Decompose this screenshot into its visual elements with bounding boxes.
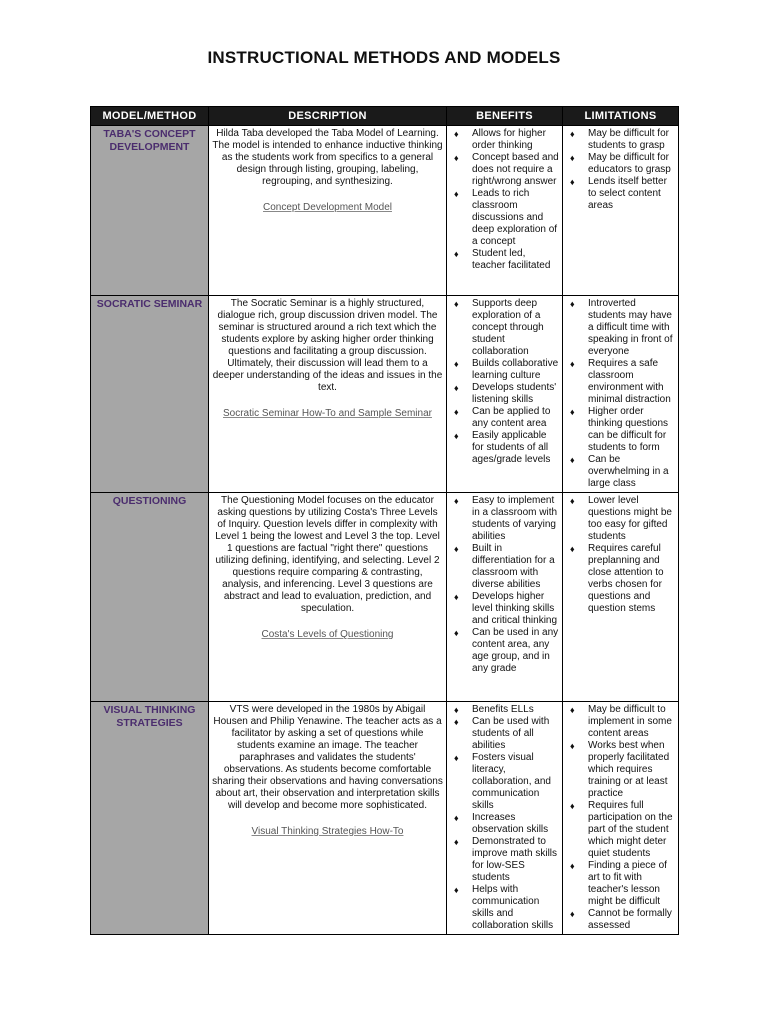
description-text: The Questioning Model focuses on the educator asking questions by utilizing Costa's Three Levels of Inquiry. Question levels differ in complexity with Level 1 being the lowest and Level 3 the top. Level 1 questions are factual "right there" questions utilizing defining, identifying, and selecting. Level 2 questions require comparing & contrasting, analysis, and inferencing. Level 3 questions are abstract and lead to evaluation, prediction, and speculation. bbox=[215, 495, 440, 614]
benefits-cell bbox=[447, 702, 563, 935]
benefits-list bbox=[450, 128, 559, 272]
limitation-item: ♦ Requires full participation on the part of the student which might deter quiet students bbox=[566, 800, 675, 860]
limitation-item: ♦ Finding a piece of art to fit with teacher's lesson might be difficult bbox=[566, 860, 675, 908]
model-name: VISUAL THINKING STRATEGIES bbox=[91, 702, 209, 935]
table-row bbox=[91, 493, 679, 702]
description-cell bbox=[209, 126, 447, 296]
benefit-item: ♦ Helps with communication skills and collaboration skills bbox=[450, 884, 559, 932]
benefits-cell bbox=[447, 296, 563, 493]
header-model: MODEL/METHOD bbox=[91, 107, 209, 126]
benefit-item: ♦ Increases observation skills bbox=[450, 812, 559, 836]
resource-link[interactable]: Visual Thinking Strategies How-To bbox=[251, 826, 404, 837]
limitations-cell bbox=[563, 702, 679, 935]
benefit-item: ♦ Fosters visual literacy, collaboration, and communication skills bbox=[450, 752, 559, 812]
resource-link[interactable]: Costa's Levels of Questioning bbox=[261, 629, 394, 640]
benefit-item: ♦ Easy to implement in a classroom with students of varying abilities bbox=[450, 495, 559, 543]
benefit-item: ♦ Can be applied to any content area bbox=[450, 406, 559, 430]
benefit-item: ♦ Develops students' listening skills bbox=[450, 382, 559, 406]
benefit-item: ♦ Easily applicable for students of all ages/grade levels bbox=[450, 430, 559, 466]
limitation-item: ♦ May be difficult for educators to grasp bbox=[566, 152, 675, 176]
benefit-item: ♦ Leads to rich classroom discussions and deep exploration of a concept bbox=[450, 188, 559, 248]
description-text: VTS were developed in the 1980s by Abigail Housen and Philip Yenawine. The teacher acts as a facilitator by asking a set of questions while students examine an image. The teacher paraphrases and validates the students' observations. As students become comfortable sharing their observations and having conversations about art, their observation and interpretation skills will develop and become more sophisticated. bbox=[212, 704, 443, 811]
limitation-item: ♦ May be difficult to implement in some content areas bbox=[566, 704, 675, 740]
benefits-list bbox=[450, 704, 559, 932]
benefit-item: ♦ Allows for higher order thinking bbox=[450, 128, 559, 152]
description-cell bbox=[209, 493, 447, 702]
resource-link[interactable]: Concept Development Model bbox=[263, 202, 392, 213]
limitation-item: ♦ Works best when properly facilitated which requires training or at least practice bbox=[566, 740, 675, 800]
benefit-item: ♦ Concept based and does not require a right/wrong answer bbox=[450, 152, 559, 188]
table-row bbox=[91, 702, 679, 935]
benefit-item: ♦ Supports deep exploration of a concept through student collaboration bbox=[450, 298, 559, 358]
benefit-item: ♦ Develops higher level thinking skills and critical thinking bbox=[450, 591, 559, 627]
limitations-cell bbox=[563, 296, 679, 493]
limitations-cell bbox=[563, 493, 679, 702]
benefit-item: ♦ Benefits ELLs bbox=[450, 704, 559, 716]
benefit-item: ♦ Student led, teacher facilitated bbox=[450, 248, 559, 272]
limitation-item: ♦ May be difficult for students to grasp bbox=[566, 128, 675, 152]
benefits-cell bbox=[447, 126, 563, 296]
limitations-list bbox=[566, 704, 675, 932]
table-header-row bbox=[91, 107, 679, 126]
description-cell bbox=[209, 296, 447, 493]
limitations-cell bbox=[563, 126, 679, 296]
model-name: TABA'S CONCEPT DEVELOPMENT bbox=[91, 126, 209, 296]
limitations-list bbox=[566, 298, 675, 490]
table-row bbox=[91, 126, 679, 296]
limitation-item: ♦ Lends itself better to select content areas bbox=[566, 176, 675, 212]
page-title: INSTRUCTIONAL METHODS AND MODELS bbox=[207, 48, 561, 67]
description-cell bbox=[209, 702, 447, 935]
model-name: QUESTIONING bbox=[91, 493, 209, 702]
model-name: SOCRATIC SEMINAR bbox=[91, 296, 209, 493]
header-limitations: LIMITATIONS bbox=[563, 107, 679, 126]
benefits-list bbox=[450, 495, 559, 675]
limitation-item: ♦ Requires a safe classroom environment with minimal distraction bbox=[566, 358, 675, 406]
limitation-item: ♦ Higher order thinking questions can be difficult for students to form bbox=[566, 406, 675, 454]
limitation-item: ♦ Requires careful preplanning and close attention to verbs chosen for questions and question stems bbox=[566, 543, 675, 615]
limitation-item: ♦ Lower level questions might be too easy for gifted students bbox=[566, 495, 675, 543]
methods-table bbox=[90, 106, 679, 935]
benefits-cell bbox=[447, 493, 563, 702]
limitation-item: ♦ Introverted students may have a difficult time with speaking in front of everyone bbox=[566, 298, 675, 358]
limitation-item: ♦ Can be overwhelming in a large class bbox=[566, 454, 675, 490]
limitations-list bbox=[566, 128, 675, 212]
description-text: The Socratic Seminar is a highly structured, dialogue rich, group discussion driven model. The seminar is structured around a rich text which the students explore by asking higher order thinking questions and facilitating a group discussion. Ultimately, their discussion will lead them to a deeper understanding of the ideas and issues in the text. bbox=[212, 298, 443, 393]
header-benefits: BENEFITS bbox=[447, 107, 563, 126]
benefit-item: ♦ Can be used in any content area, any age group, and in any grade bbox=[450, 627, 559, 675]
resource-link[interactable]: Socratic Seminar How-To and Sample Seminar bbox=[223, 408, 432, 419]
table-row bbox=[91, 296, 679, 493]
benefit-item: ♦ Demonstrated to improve math skills for low-SES students bbox=[450, 836, 559, 884]
limitation-item: ♦ Cannot be formally assessed bbox=[566, 908, 675, 932]
benefit-item: ♦ Builds collaborative learning culture bbox=[450, 358, 559, 382]
limitations-list bbox=[566, 495, 675, 615]
header-description: DESCRIPTION bbox=[209, 107, 447, 126]
benefits-list bbox=[450, 298, 559, 466]
description-text: Hilda Taba developed the Taba Model of Learning. The model is intended to enhance inductive thinking as the students work from specifics to a general design through listing, grouping, labeling, regrouping, and synthesizing. bbox=[212, 128, 443, 187]
benefit-item: ♦ Can be used with students of all abilities bbox=[450, 716, 559, 752]
benefit-item: ♦ Built in differentiation for a classroom with diverse abilities bbox=[450, 543, 559, 591]
